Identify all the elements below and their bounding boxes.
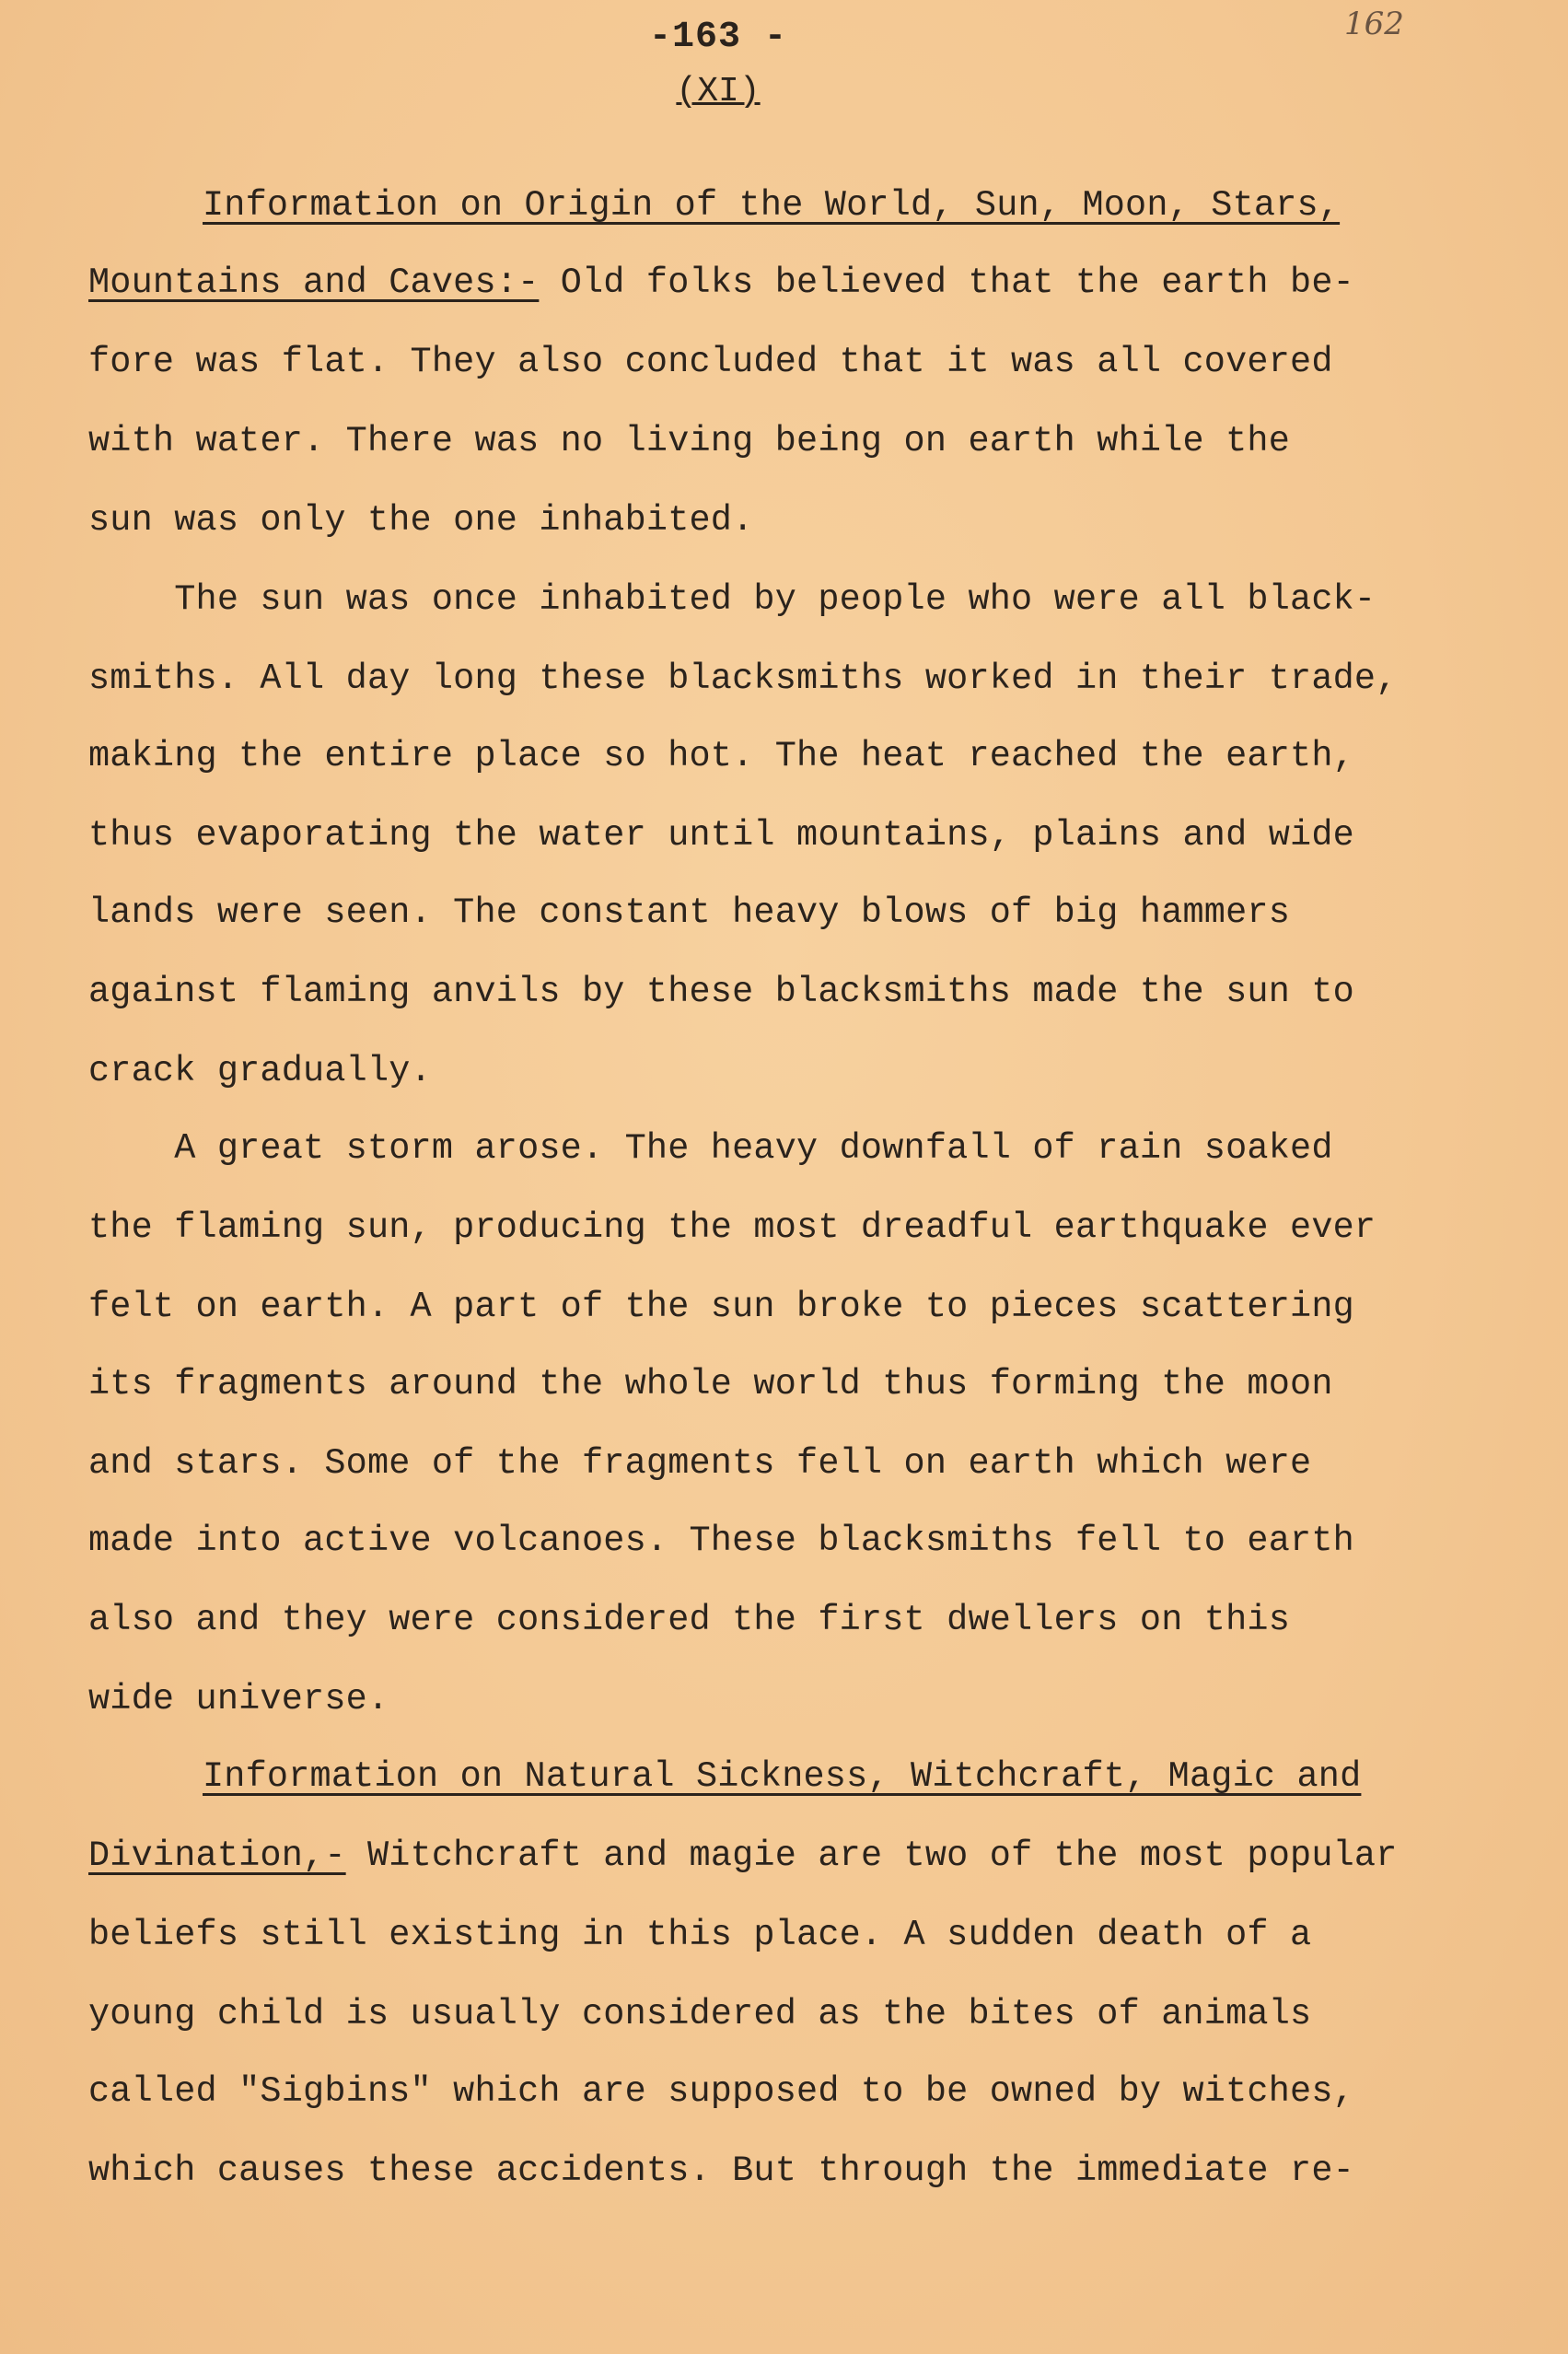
handwritten-page-note: 162 xyxy=(1344,6,1404,42)
text-line: lands were seen. The constant heavy blows of big hammers xyxy=(88,892,1291,933)
text-line: beliefs still existing in this place. A sudden death of a xyxy=(88,1915,1312,1955)
section2-heading-text: Information on Natural Sickness, Witchcraft, Magic and xyxy=(203,1756,1362,1797)
page-number: -163 - xyxy=(648,17,788,58)
section-number xyxy=(0,72,1436,111)
section1-heading-line1 xyxy=(203,185,1341,226)
section2-heading-text-2: Divination,- xyxy=(88,1835,346,1876)
text-line: also and they were considered the first dwellers on this xyxy=(88,1600,1291,1640)
text-line: against flaming anvils by these blacksmiths made the sun to xyxy=(88,972,1354,1012)
text-line: young child is usually considered as the bites of animals xyxy=(88,1994,1312,2034)
text-line: which causes these accidents. But through the immediate re- xyxy=(88,2150,1354,2191)
text-line: crack gradually. xyxy=(88,1051,432,1091)
text-line: thus evaporating the water until mountains, plains and wide xyxy=(88,815,1354,856)
section2-heading-line2 xyxy=(88,1835,1398,1876)
section1-heading-text: Information on Origin of the World, Sun, Moon, Stars, xyxy=(203,185,1341,226)
text-line: A great storm arose. The heavy downfall of rain soaked xyxy=(88,1128,1333,1169)
section1-heading-text-2: Mountains and Caves:- xyxy=(88,262,540,303)
text-line: wide universe. xyxy=(88,1679,389,1719)
text-line: called "Sigbins" which are supposed to be owned by witches, xyxy=(88,2071,1354,2112)
section1-heading-line2 xyxy=(88,262,1354,303)
text-line: The sun was once inhabited by people who were all black- xyxy=(88,579,1376,620)
text-line: made into active volcanoes. These blacksmiths fell to earth xyxy=(88,1521,1354,1561)
text-line: its fragments around the whole world thus forming the moon xyxy=(88,1364,1333,1404)
section2-heading-line1 xyxy=(203,1756,1362,1797)
section1-line2-text: Old folks believed that the earth be- xyxy=(539,262,1354,303)
text-line: making the entire place so hot. The heat reached the earth, xyxy=(88,736,1354,776)
text-line: and stars. Some of the fragments fell on earth which were xyxy=(88,1443,1312,1484)
text-line: felt on earth. A part of the sun broke to pieces scattering xyxy=(88,1287,1354,1327)
text-line: smiths. All day long these blacksmiths worked in their trade, xyxy=(88,658,1398,699)
text-line: sun was only the one inhabited. xyxy=(88,500,754,541)
text-line: the flaming sun, producing the most dreadful earthquake ever xyxy=(88,1207,1376,1248)
text-line: fore was flat. They also concluded that it was all covered xyxy=(88,342,1333,382)
section-number-text: (XI) xyxy=(676,72,761,111)
text-line: with water. There was no living being on earth while the xyxy=(88,421,1291,461)
section2-line2-text: Witchcraft and magie are two of the most popular xyxy=(345,1835,1398,1876)
